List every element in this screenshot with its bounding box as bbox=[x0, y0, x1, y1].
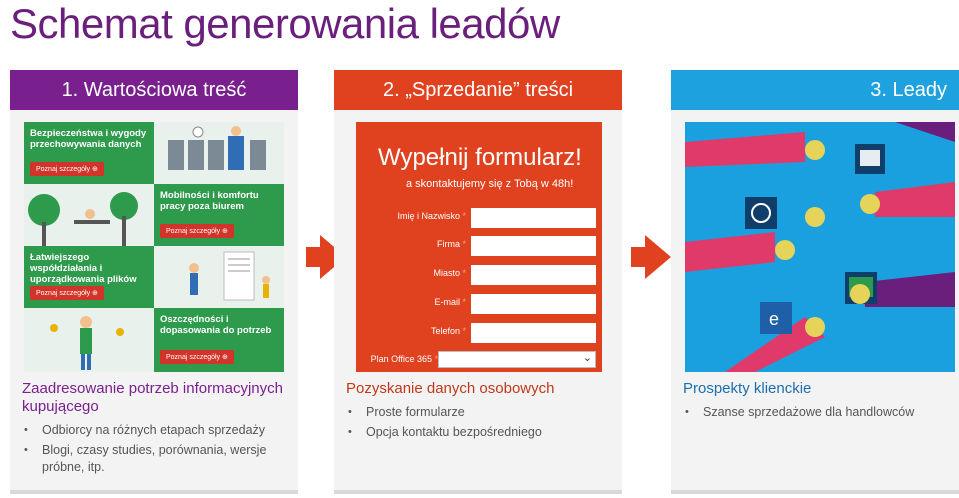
city-field[interactable] bbox=[471, 265, 596, 285]
field-label: Miasto * bbox=[433, 268, 466, 278]
stage-caption bbox=[346, 380, 616, 444]
chevron-down-icon: ⌄ bbox=[582, 352, 592, 364]
stage-leads bbox=[671, 70, 959, 494]
illustration-documents bbox=[154, 246, 284, 308]
phone-field[interactable] bbox=[471, 323, 596, 343]
stage-content bbox=[10, 70, 298, 494]
field-label: Imię i Nazwisko * bbox=[397, 211, 466, 221]
lead-form bbox=[356, 122, 602, 372]
field-label: Plan Office 365 * bbox=[370, 354, 438, 364]
details-button[interactable]: Poznaj szczegóły ⊕ bbox=[160, 224, 234, 238]
bullet-item: • Blogi, czasy studies, porównania, wersje próbne, itp. bbox=[22, 442, 292, 476]
content-tile bbox=[24, 246, 154, 308]
form-row bbox=[366, 323, 602, 343]
page-title: Schemat generowania leadów bbox=[10, 0, 560, 47]
bullet-item: • Proste formularze bbox=[346, 404, 616, 421]
name-field[interactable] bbox=[471, 208, 596, 228]
stage-caption bbox=[22, 380, 292, 479]
form-row bbox=[366, 208, 602, 228]
details-button[interactable]: Poznaj szczegóły ⊕ bbox=[30, 286, 104, 300]
form-row bbox=[366, 236, 602, 256]
form-row bbox=[366, 351, 602, 371]
stage-form bbox=[334, 70, 622, 494]
arrow-right-icon bbox=[645, 235, 671, 279]
bullet-list bbox=[683, 404, 953, 421]
stage-header: 1. Wartościowa treść bbox=[10, 70, 298, 110]
content-tile bbox=[154, 184, 284, 246]
illustration-tree bbox=[24, 184, 154, 246]
content-tiles-panel bbox=[24, 122, 284, 372]
form-title: Wypełnij formularz! bbox=[378, 144, 582, 171]
bullet-list bbox=[22, 422, 292, 476]
svg-text:e: e bbox=[769, 309, 780, 329]
field-label: Firma * bbox=[436, 239, 466, 249]
caption-title: Zaadresowanie potrzeb informacyjnych kupującego bbox=[22, 380, 283, 415]
leads-illustration bbox=[685, 122, 955, 372]
caption-title: Prospekty klienckie bbox=[683, 380, 812, 397]
tile-text: Oszczędności i dopasowania do potrzeb bbox=[160, 314, 272, 336]
illustration-person bbox=[24, 308, 154, 372]
stage-header: 3. Leady bbox=[671, 70, 959, 110]
stage-caption bbox=[683, 380, 953, 424]
bullet-item: • Szanse sprzedażowe dla handlowców bbox=[683, 404, 953, 421]
caption-title: Pozyskanie danych osobowych bbox=[346, 380, 555, 397]
tile-text: Bezpieczeństwa i wygody przechowywania danych bbox=[30, 128, 147, 150]
company-field[interactable] bbox=[471, 236, 596, 256]
hands-devices-illustration bbox=[685, 122, 955, 372]
bullet-item: • Opcja kontaktu bezpośredniego bbox=[346, 424, 616, 441]
field-label: E-mail * bbox=[434, 297, 466, 307]
tile-text: Mobilności i komfortu pracy poza biurem bbox=[160, 190, 259, 212]
form-row bbox=[366, 294, 602, 314]
plan-select[interactable] bbox=[438, 351, 596, 368]
bullet-item: • Odbiorcy na różnych etapach sprzedaży bbox=[22, 422, 292, 439]
content-tile bbox=[154, 308, 284, 372]
field-label: Telefon * bbox=[430, 326, 466, 336]
bullet-list bbox=[346, 404, 616, 441]
form-row bbox=[366, 265, 602, 285]
content-tile bbox=[24, 122, 154, 184]
illustration-servers bbox=[154, 122, 284, 184]
details-button[interactable]: Poznaj szczegóły ⊕ bbox=[30, 162, 104, 176]
email-field[interactable] bbox=[471, 294, 596, 314]
tile-text: Łatwiejszego współdziałania i uporządkowania plików bbox=[30, 252, 137, 285]
form-subtitle: a skontaktujemy się z Tobą w 48h! bbox=[406, 178, 574, 190]
details-button[interactable]: Poznaj szczegóły ⊕ bbox=[160, 350, 234, 364]
stage-header: 2. „Sprzedanie” treści bbox=[334, 70, 622, 110]
